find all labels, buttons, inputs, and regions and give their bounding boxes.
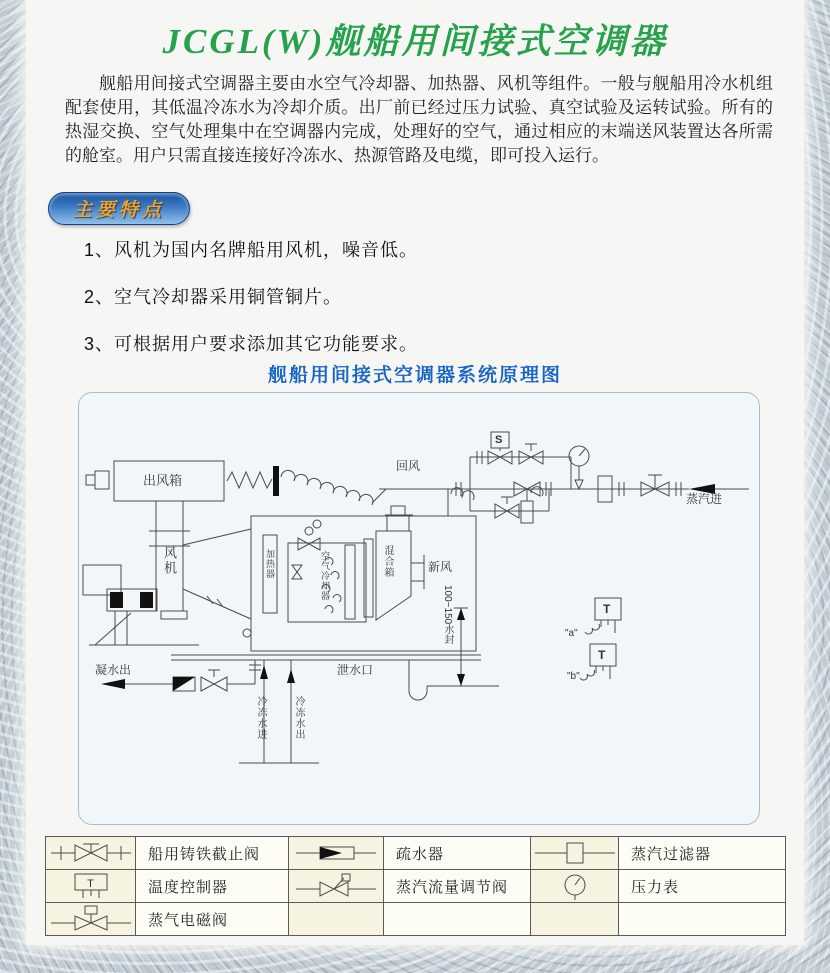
label-drain-outlet: 泄水口 xyxy=(337,663,374,677)
legend-empty-cell xyxy=(384,903,531,936)
legend-empty-cell xyxy=(619,903,786,936)
legend-label: 船用铸铁截止阀 xyxy=(136,837,289,870)
legend-row-3 xyxy=(46,903,786,936)
pressure-gauge-icon xyxy=(531,870,619,903)
legend-label: 压力表 xyxy=(619,870,786,903)
temp-controller-a-letter: T xyxy=(603,602,611,616)
label-chilled-water-in: 冷冻水进 xyxy=(255,696,266,740)
label-point-b: "b" xyxy=(567,671,580,682)
label-mixing-box: 混合箱 xyxy=(382,545,393,578)
label-return-air: 回风 xyxy=(396,459,421,473)
label-point-a: "a" xyxy=(565,628,578,639)
temperature-controller-icon xyxy=(46,870,136,903)
label-chilled-water-out: 冷冻水出 xyxy=(293,696,304,740)
legend-label: 蒸汽过滤器 xyxy=(619,837,786,870)
label-water-seal: 100~150水封 xyxy=(442,585,453,645)
legend-row-2 xyxy=(46,870,786,903)
label-fresh-air: 新风 xyxy=(428,560,453,574)
steam-trap-icon xyxy=(289,837,384,870)
content-panel xyxy=(26,0,804,945)
legend-label: 蒸汽流量调节阀 xyxy=(384,870,531,903)
legend-label: 温度控制器 xyxy=(136,870,289,903)
label-fan: 风机 xyxy=(162,546,177,576)
label-outlet-box: 出风箱 xyxy=(143,473,183,488)
intro-paragraph: 舰船用间接式空调器主要由水空气冷却器、加热器、风机等组件。一般与舰船用冷水机组配套使用，其低温冷冻水为冷却介质。出厂前已经过压力试验、真空试验及运转试验。所有的热湿交换、空气处理集中在空调器内完成，处理好的空气，通过相应的末端送风装置达各所需的舱室。用户只需直接连接好冷冻水、热源管路及电缆，即可投入运行。 xyxy=(65,74,773,166)
feature-item-1: 1、风机为国内名牌船用风机，噪音低。 xyxy=(84,240,419,260)
svg-text:T: T xyxy=(86,878,95,890)
diagram-title: 舰船用间接式空调器系统原理图 xyxy=(267,365,562,386)
regulating-valve-icon xyxy=(289,870,384,903)
legend-table xyxy=(45,836,786,936)
legend-label: 蒸气电磁阀 xyxy=(136,903,289,936)
label-steam-in: 蒸汽进 xyxy=(686,492,723,506)
legend-empty-cell xyxy=(289,903,384,936)
feature-item-3: 3、可根据用户要求添加其它功能要求。 xyxy=(84,334,419,354)
features-badge xyxy=(48,192,190,225)
legend-label: 疏水器 xyxy=(384,837,531,870)
system-diagram-linework xyxy=(79,393,759,824)
label-air-cooler: 空气冷却器 xyxy=(320,551,330,601)
system-diagram xyxy=(78,392,760,825)
features-list xyxy=(84,236,418,377)
solenoid-valve-icon xyxy=(46,903,136,936)
page-title: JCGL(W)舰船用间接式空调器 xyxy=(162,22,668,61)
stop-valve-icon xyxy=(46,837,136,870)
features-badge-label: 主要特点 xyxy=(72,200,165,221)
label-condensate-out: 凝水出 xyxy=(95,663,132,677)
legend-row-1 xyxy=(46,837,786,870)
steam-filter-icon xyxy=(531,837,619,870)
temp-controller-b-letter: T xyxy=(598,648,606,662)
label-heater: 加热器 xyxy=(265,549,275,579)
solenoid-letter: S xyxy=(495,434,503,446)
feature-item-2: 2、空气冷却器采用铜管铜片。 xyxy=(84,287,343,307)
legend-empty-cell xyxy=(531,903,619,936)
